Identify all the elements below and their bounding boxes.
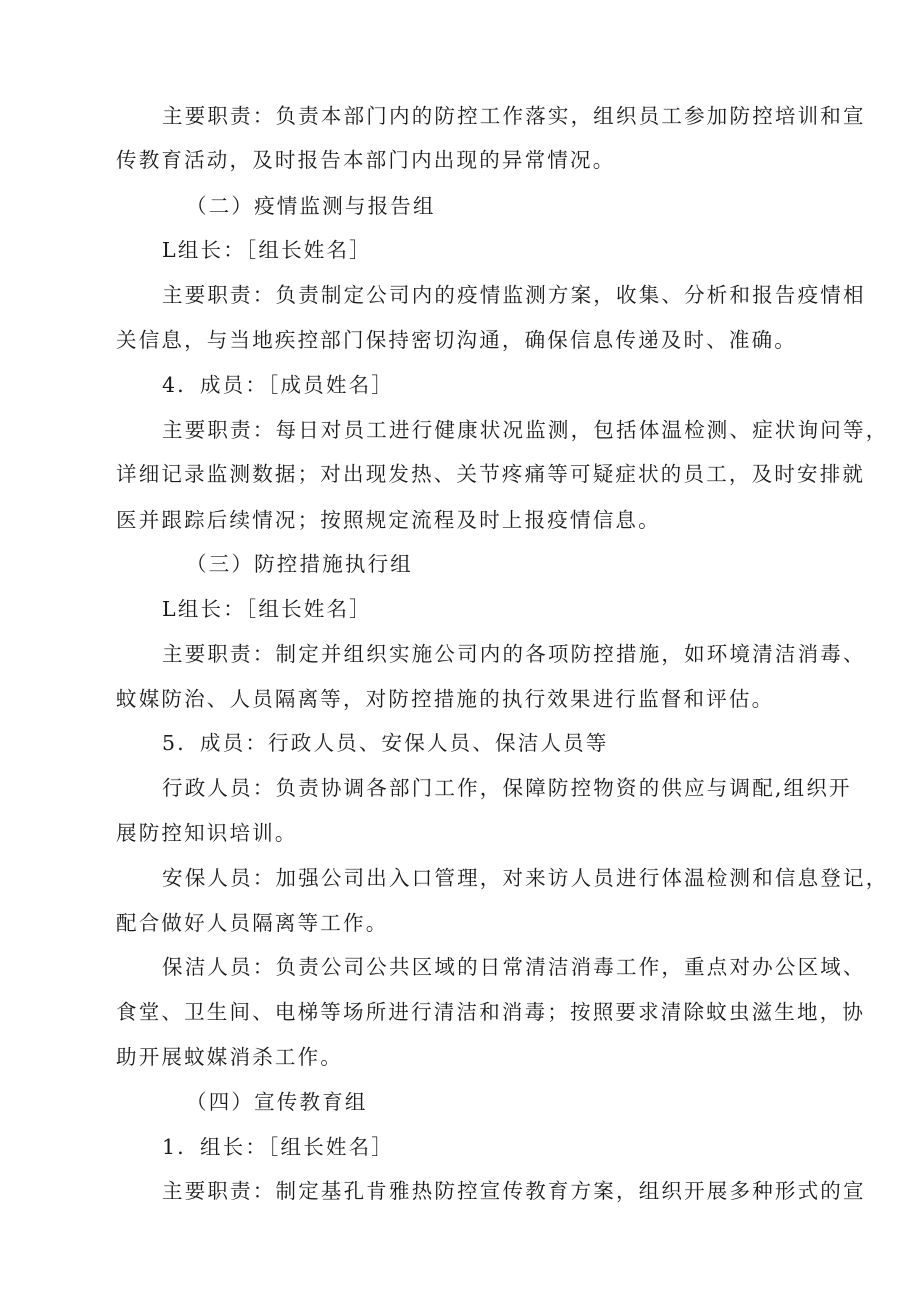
members-line: 4．成员：［成员姓名］ (162, 373, 394, 397)
paragraph-line-6: 关信息，与当地疾控部门保持密切沟通，确保信息传递及时、准确。 (116, 328, 797, 352)
members-line: 5．成员：行政人员、安保人员、保洁人员等 (162, 731, 609, 755)
paragraph-line-18: 安保人员：加强公司出入口管理，对来访人员进行体温检测和信息登记， (162, 866, 889, 890)
section-heading-3: （三）防控措施执行组 (186, 552, 413, 576)
paragraph-line-20: 保洁人员：负责公司公共区域的日常清洁消毒工作，重点对办公区域、 (162, 955, 866, 979)
section-heading-4: （四）宣传教育组 (186, 1090, 368, 1114)
paragraph-line-17: 展防控知识培训。 (116, 821, 298, 845)
paragraph-line-25: 主要职责：制定基孔肯雅热防控宣传教育方案，组织开展多种形式的宣 (162, 1179, 866, 1203)
section-heading-2: （二）疫情监测与报告组 (186, 194, 436, 218)
paragraph-line-2: 传教育活动，及时报告本部门内出现的异常情况。 (116, 148, 616, 172)
group-leader-line: L组长：［组长姓名］ (162, 597, 372, 621)
group-leader-line: 1．组长：［组长姓名］ (162, 1135, 394, 1159)
paragraph-line-14: 蚊媒防治、人员隔离等，对防控措施的执行效果进行监督和评估。 (116, 687, 775, 711)
paragraph-line-13: 主要职责：制定并组织实施公司内的各项防控措施，如环境清洁消毒、 (162, 642, 866, 666)
paragraph-line-5: 主要职责：负责制定公司内的疫情监测方案，收集、分析和报告疫情相 (162, 283, 866, 307)
paragraph-line-9: 详细记录监测数据；对出现发热、关节疼痛等可疑症状的员工，及时安排就 (116, 462, 866, 486)
paragraph-line-22: 助开展蚊媒消杀工作。 (116, 1045, 343, 1069)
paragraph-line-10: 医并跟踪后续情况；按照规定流程及时上报疫情信息。 (116, 508, 661, 532)
paragraph-line-19: 配合做好人员隔离等工作。 (116, 911, 389, 935)
paragraph-line-16: 行政人员：负责协调各部门工作，保障防控物资的供应与调配,组织开 (162, 776, 852, 800)
paragraph-line-1: 主要职责：负责本部门内的防控工作落实，组织员工参加防控培训和宣 (162, 104, 866, 128)
paragraph-line-21: 食堂、卫生间、电梯等场所进行清洁和消毒；按照要求清除蚊虫滋生地，协 (116, 1000, 866, 1024)
paragraph-line-8: 主要职责：每日对员工进行健康状况监测，包括体温检测、症状询问等， (162, 418, 889, 442)
group-leader-line: L组长：［组长姓名］ (162, 238, 372, 262)
